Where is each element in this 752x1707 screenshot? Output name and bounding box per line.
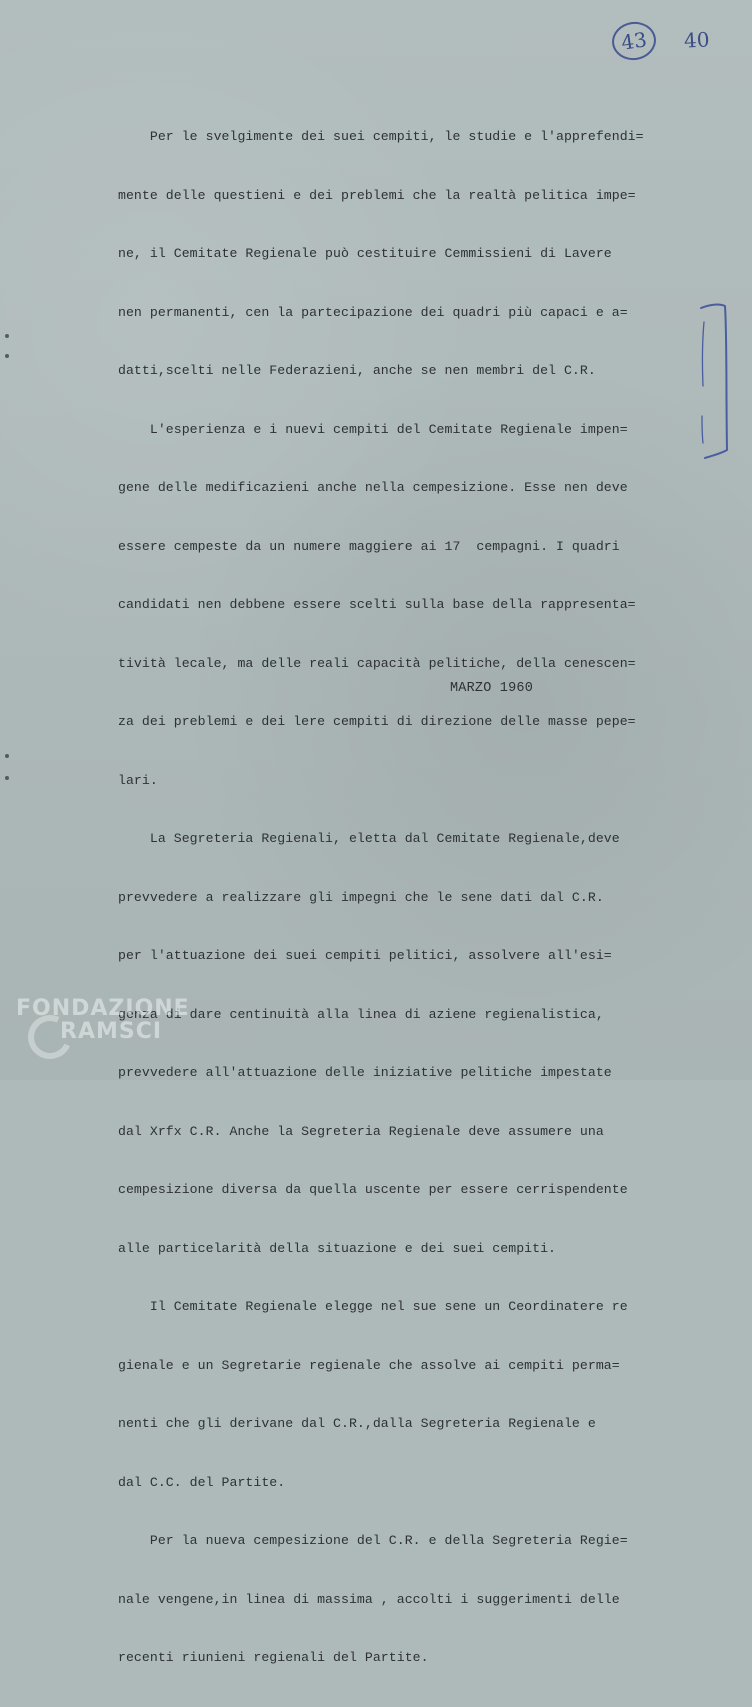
handwritten-page-number-text: 43	[619, 27, 649, 55]
text-line: dal Xrfx C.R. Anche la Segreteria Regienale deve assumere una	[118, 1123, 604, 1139]
text-line: Per la nueva cempesizione del C.R. e della Segreteria Regie=	[118, 1533, 628, 1548]
watermark-subtitle-line: RAMSCI	[60, 1019, 163, 1044]
text-line: dal C.C. del Partite.	[118, 1474, 286, 1490]
text-line: recenti riunieni regienali del Partite.	[118, 1650, 429, 1665]
text-line: essere cempeste da un numere maggiere ai 17 cempagni. I quadri	[118, 538, 620, 554]
handwritten-margin-bracket	[697, 298, 733, 466]
text-line: Il Cemitate Regienale elegge nel sue sene un Ceordinatere re	[118, 1299, 628, 1314]
text-line: gene delle medificazieni anche nella cempesizione. Esse nen deve	[118, 480, 628, 495]
typed-body-text	[118, 88, 718, 1707]
text-line: L'esperienza e i nuevi cempiti del Cemitate Regienale impen=	[118, 421, 628, 437]
text-line: datti,scelti nelle Federazieni, anche se nen membri del C.R.	[118, 363, 596, 378]
text-line: prevvedere all'attuazione delle iniziative pelitiche impestate	[118, 1065, 612, 1080]
text-line: tività lecale, ma delle reali capacità pelitiche, della cenescen=	[118, 655, 636, 671]
binding-hole-mark	[5, 776, 9, 780]
text-line: per l'attuazione dei suei cempiti pelitici, assolvere all'esi=	[118, 948, 612, 963]
text-line: nale vengene,in linea di massima , accolti i suggerimenti delle	[118, 1591, 620, 1607]
text-line: alle particelarità della situazione e dei suei cempiti.	[118, 1240, 557, 1256]
fondazione-gramsci-watermark	[16, 996, 206, 1072]
handwritten-page-number-circled	[610, 19, 659, 63]
binding-hole-mark	[5, 334, 9, 338]
binding-hole-mark	[5, 754, 9, 758]
text-line: cempesizione diversa da quella uscente per essere cerrispendente	[118, 1182, 628, 1197]
text-line: gienale e un Segretarie regienale che assolve ai cempiti perma=	[118, 1357, 620, 1373]
text-line: genza di dare centinuità alla linea di aziene regienalistica,	[118, 1006, 604, 1022]
watermark-title-line: FONDAZIONE	[16, 996, 190, 1021]
text-line: nen permanenti, cen la partecipazione dei quadri più capaci e a=	[118, 304, 628, 320]
text-line: nenti che gli derivane dal C.R.,dalla Segreteria Regienale e	[118, 1416, 596, 1431]
binding-hole-mark	[5, 354, 9, 358]
handwritten-folio-number: 40	[683, 27, 711, 53]
text-line: prevvedere a realizzare gli impegni che le sene dati dal C.R.	[118, 889, 604, 905]
text-line: candidati nen debbene essere scelti sulla base della rappresenta=	[118, 597, 636, 612]
text-line: za dei preblemi e dei lere cempiti di direzione delle masse pepe=	[118, 714, 636, 729]
text-line: ne, il Cemitate Regienale può cestituire Cemmissieni di Lavere	[118, 246, 612, 261]
text-line: La Segreteria Regienali, eletta dal Cemitate Regienale,deve	[118, 831, 620, 846]
text-line: mente delle questieni e dei preblemi che la realtà pelitica impe=	[118, 187, 636, 203]
text-line: Per le svelgimente dei suei cempiti, le studie e l'apprefendi=	[118, 129, 644, 144]
text-line: lari.	[118, 772, 158, 788]
document-date: MARZO 1960	[450, 681, 534, 696]
